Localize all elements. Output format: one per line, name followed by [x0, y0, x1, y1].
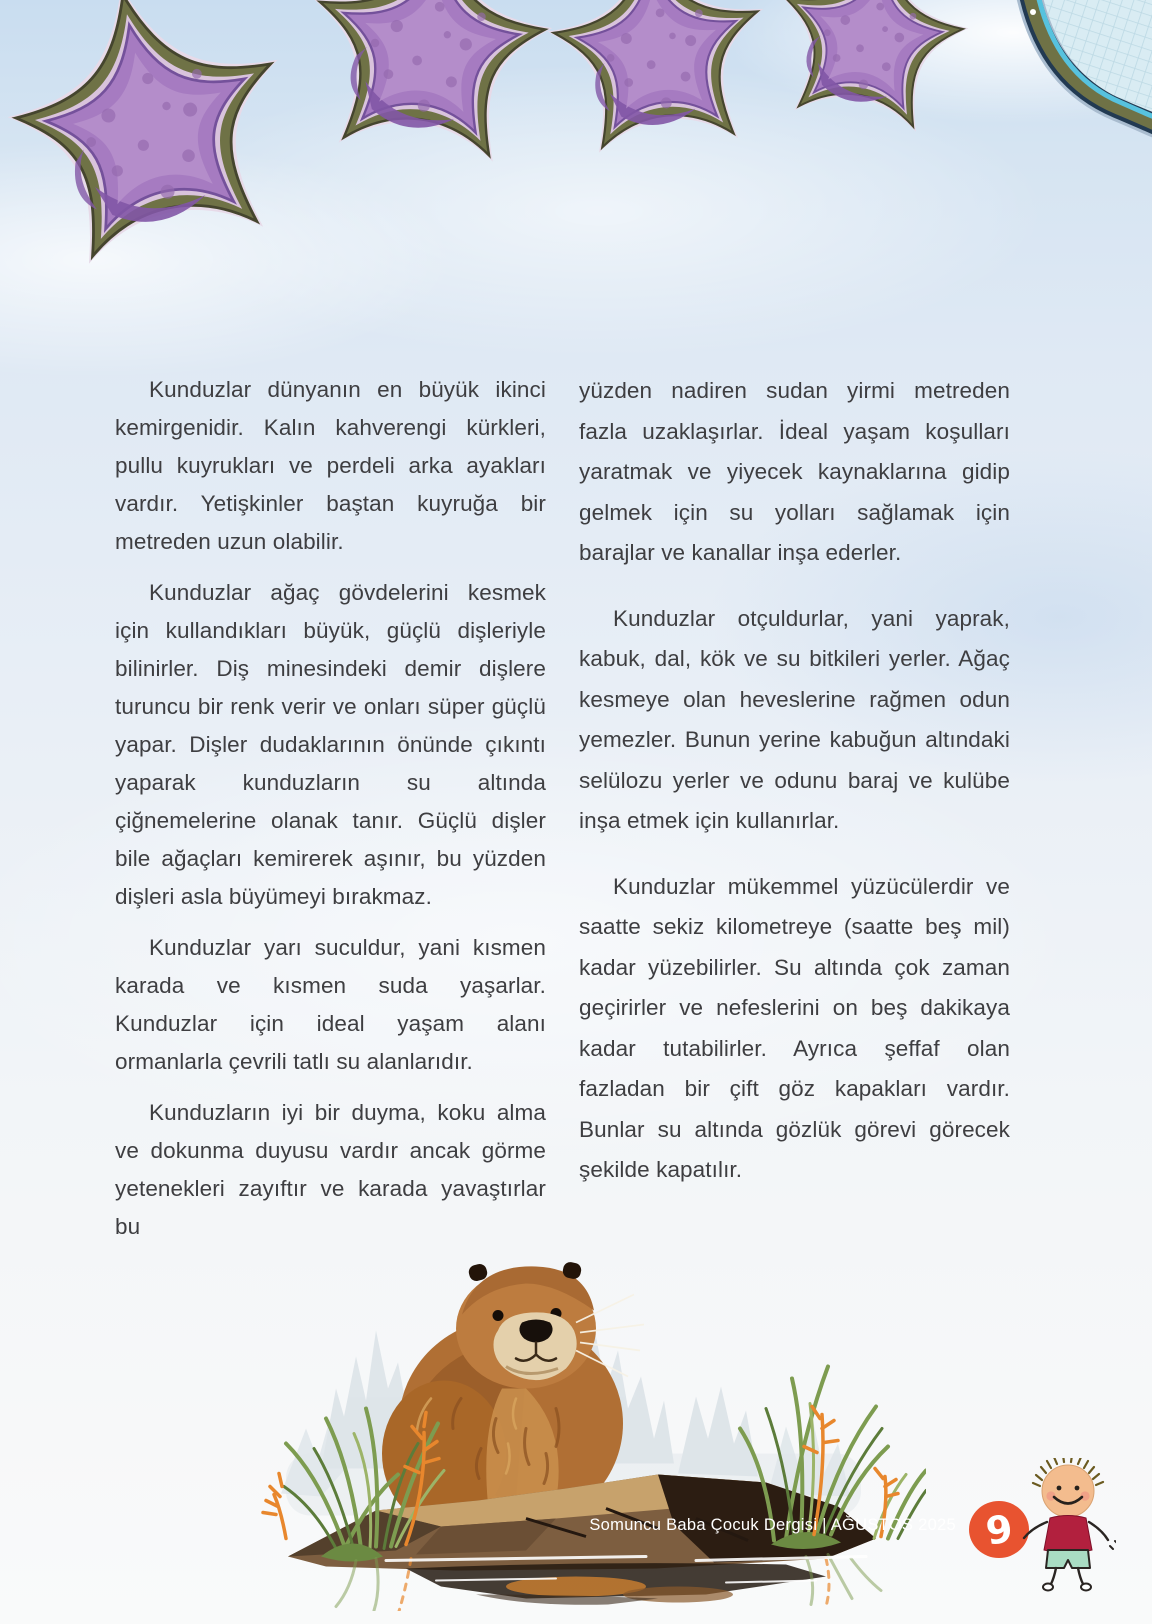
net-corner-icon [1028, 0, 1152, 127]
starfish-icon [0, 0, 311, 274]
article-paragraph: Kunduzlar ağaç gövdelerini kesmek için kullandıkları büyük, güçlü dişleriyle bilinirler. Diş minesindeki demir dişlere turuncu bir renk verir ve onları süper güçlü yapar. Dişler dudaklarının önünde çıkıntı yaparak kunduzların su altında çiğnemelerine olanak tanır. Güçlü dişler bile ağaçları kemirerek aşınır, bu yüzden dişleri asla büyümeyi bırakmaz. [115, 580, 546, 909]
starfish-decoration-row [0, 0, 1152, 310]
article-paragraph: Kunduzların iyi bir duyma, koku alma ve dokunma duyusu vardır ancak görme yetenekleri zayıftır ve karada yavaştırlar bu [115, 1100, 546, 1239]
starfish-icon [296, 0, 563, 167]
page-number: 9 [982, 1505, 1016, 1554]
column-left [115, 371, 546, 1246]
article-paragraph: yüzden nadiren sudan yirmi metreden fazla uzaklaşırlar. İdeal yaşam koşulları yaratmak ve yiyecek kaynaklarına gidip gelmek için su yolları sağlamak için barajlar ve kanallar inşa ederler. [579, 378, 1010, 565]
article-paragraph: Kunduzlar dünyanın en büyük ikinci kemirgenidir. Kalın kahverengi kürkleri, pullu kuyrukları ve perdeli arka ayakları vardır. Yetişkinler baştan kuyruğa bir metreden uzun olabilir. [115, 377, 546, 554]
column-right [579, 371, 1010, 1246]
shorts [1046, 1550, 1090, 1568]
article-body [115, 371, 1010, 1246]
head [1042, 1465, 1094, 1517]
shirt [1044, 1516, 1092, 1554]
article-paragraph: Kunduzlar mükemmel yüzücülerdir ve saatte sekiz kilometreye (saatte beş mil) kadar yüzebilirler. Su altında çok zaman geçirirler ve nefeslerini on beş dakikaya kadar tutabilirler. Ayrıca şeffaf olan fazladan bir çift göz kapakları vardır. Bunlar su altında gözlük görevi görecek şekilde kapatılır. [579, 873, 1010, 1182]
footer-credit: Somuncu Baba Çocuk Dergisi | AĞUSTOS 2025 [589, 1516, 956, 1534]
starfish-icon [539, 0, 776, 157]
boy-character-illustration [1020, 1458, 1116, 1594]
starfish-icon [761, 0, 981, 138]
article-paragraph: Kunduzlar yarı suculdur, yani kısmen karada ve kısmen suda yaşarlar. Kunduzlar için ideal yaşam alanı ormanlarla çevrili tatlı su alanlarıdır. [115, 935, 546, 1074]
article-paragraph: Kunduzlar otçuldurlar, yani yaprak, kabuk, dal, kök ve su bitkileri yerler. Ağaç kesmeye olan heveslerine rağmen odun yemezler. Bunun yerine kabuğun altındaki selülozu yerler ve odunu baraj ve kulübe inşa etmek için kullanırlar. [579, 605, 1010, 833]
beaver-illustration [226, 1236, 926, 1611]
